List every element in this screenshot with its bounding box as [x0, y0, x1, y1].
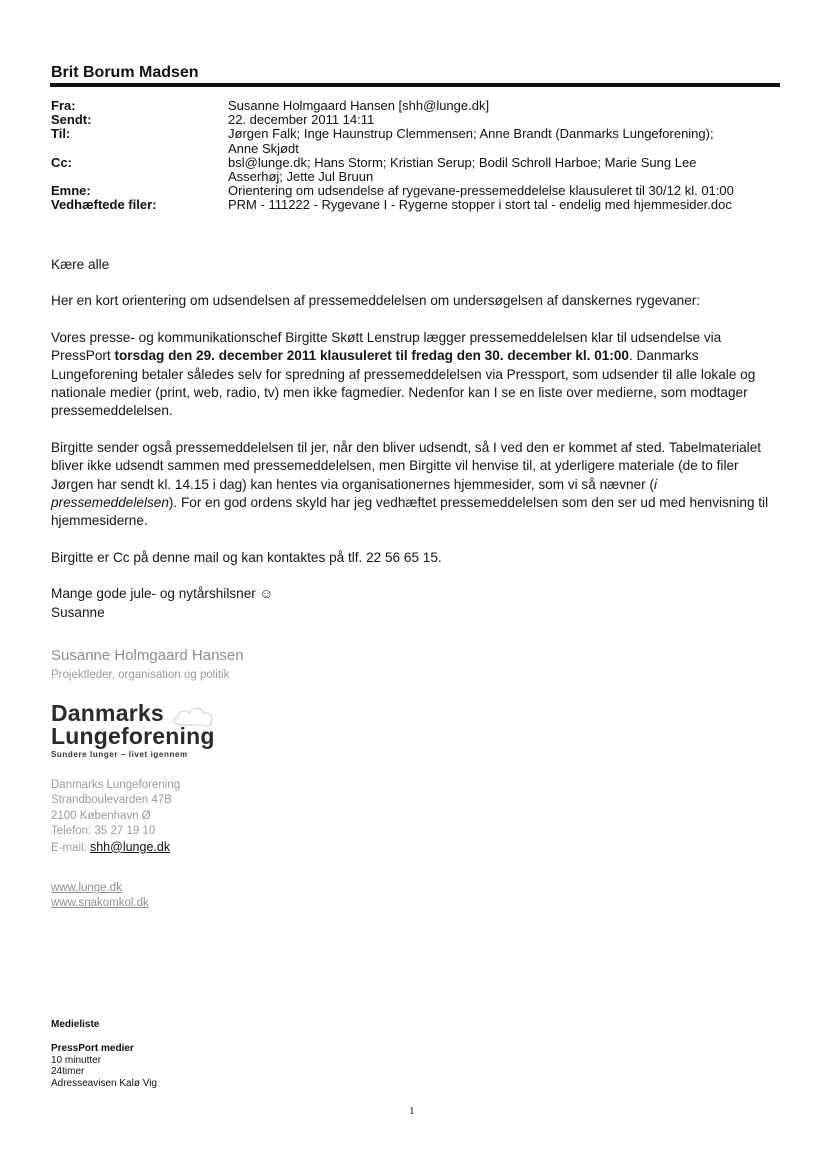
logo-tagline: Sundere lunger – livet igennem — [51, 750, 188, 759]
org-logo — [51, 702, 215, 759]
header-row-sent — [51, 113, 781, 127]
email-body — [51, 256, 781, 622]
header-row-subject — [51, 184, 781, 198]
attachments-label: Vedhæftede filer: — [51, 197, 157, 213]
paragraph-2-text-b: ). For en god ordens skyld har jeg vedhæftet pressemeddelelsen som den ser ud med henvisning til hjemmesiderne. — [51, 495, 769, 529]
from-value: Susanne Holmgaard Hansen [shh@lunge.dk] — [228, 98, 490, 113]
header-row-cc — [51, 156, 781, 184]
email-header — [51, 99, 781, 213]
media-item: 10 minutter — [51, 1054, 102, 1066]
logo-line2: Lungeforening — [51, 723, 215, 749]
closing: Mange gode jule- og nytårshilsner ☺ — [51, 586, 274, 602]
cc-label: Cc: — [51, 154, 72, 170]
paragraph-3: Birgitte er Cc på denne mail og kan kontaktes på tlf. 22 56 65 15. — [51, 549, 442, 565]
to-value-line2: Anne Skjødt — [228, 140, 299, 156]
website-link-snakomkol[interactable]: www.snakomkol.dk — [51, 897, 149, 910]
to-value — [228, 127, 781, 155]
paragraph-1-text-a: Vores presse- og kommunikationschef Birgitte Skøtt Lenstrup lægger pressemeddelelsen klar til udsendelse via PressPort — [51, 329, 722, 364]
paragraph-2-text-a: Birgitte sender også pressemeddelelsen til jer, når den bliver udsendt, så I ved den er kommet af sted. Tabelmaterialet bliver ikke udsendt sammen med pressemeddelelsen, men Birgitte vil henvise til, at yderligere materiale (de to filer Jørgen har sendt kl. 14.15 i dag) kan hentes via organisationernes hjemmesider, som vi så nævner ( — [51, 439, 762, 492]
sent-label: Sendt: — [51, 112, 92, 128]
header-rule — [50, 83, 780, 87]
signoff: Susanne — [51, 604, 105, 620]
subject-label: Emne: — [51, 183, 91, 199]
attachment-file[interactable]: PRM - 111222 - Rygevane I - Rygerne stopper i stort tal - endelig med hjemmesider.doc — [228, 197, 732, 213]
paragraph-1 — [51, 329, 781, 421]
media-list-title: Medieliste — [51, 1019, 100, 1030]
logo-line1: Danmarks — [51, 700, 164, 726]
paragraph-1-bold: torsdag den 29. december 2011 klausuleret til fredag den 30. december kl. 01:00 — [114, 348, 629, 364]
paragraph-2-italic: i pressemeddelelsen — [51, 476, 657, 511]
from-label: Fra: — [51, 98, 76, 113]
cc-value — [228, 156, 781, 184]
page-number: 1 — [409, 1105, 415, 1117]
website-link-lunge[interactable]: www.lunge.dk — [51, 882, 122, 894]
greeting: Kære alle — [51, 257, 110, 272]
paragraph-2 — [51, 439, 781, 531]
lung-cloud-icon — [171, 704, 217, 730]
header-row-from — [51, 99, 781, 113]
paragraph-1-text-b: . Danmarks Lungeforening betaler således selv for spredning af pressemeddelelsen via Pressport, som udsender til alle lokale og nationale medier (print, web, radio, tv) men ikke fagmedier. Nedenfor kan I se en liste over medierne, som modtager pressemeddelelsen. — [51, 348, 756, 419]
email-label: E-mail: — [51, 841, 90, 854]
contact-email-row — [51, 840, 180, 856]
media-item: 24timer — [51, 1066, 85, 1078]
mailbox-owner-name: Brit Borum Madsen — [51, 64, 199, 81]
media-list-subtitle: PressPort medier — [51, 1042, 134, 1054]
website-links — [51, 881, 149, 912]
contact-phone: Telefon: 35 27 19 10 — [51, 825, 156, 838]
signature-name: Susanne Holmgaard Hansen — [51, 647, 244, 664]
contact-street: Strandboulevarden 47B — [51, 794, 172, 807]
to-value-line1: Jørgen Falk; Inge Haunstrup Clemmensen; Anne Brandt (Danmarks Lungeforening); — [228, 126, 714, 142]
media-list — [51, 1019, 157, 1090]
signature-title: Projektleder, organisation og politik — [51, 669, 230, 681]
closing-wrap — [51, 585, 781, 622]
intro-paragraph: Her en kort orientering om udsendelsen af pressemeddelelsen om undersøgelsen af danskernes rygevaner: — [51, 293, 701, 309]
contact-city: 2100 København Ø — [51, 809, 151, 822]
media-item: Adresseavisen Kalø Vig — [51, 1078, 157, 1090]
email-link[interactable]: shh@lunge.dk — [89, 839, 171, 854]
to-label: Til: — [51, 126, 71, 142]
cc-value-line2: Asserhøj; Jette Jul Bruun — [228, 169, 374, 185]
header-row-to — [51, 127, 781, 155]
cc-value-line1: bsl@lunge.dk; Hans Storm; Kristian Serup; Bodil Schroll Harboe; Marie Sung Lee — [228, 154, 697, 170]
contact-org: Danmarks Lungeforening — [51, 779, 181, 791]
sent-value: 22. december 2011 14:11 — [228, 112, 375, 128]
contact-block — [51, 778, 180, 856]
header-row-attachments — [51, 198, 781, 212]
subject-value: Orientering om udsendelse af rygevane-pressemeddelelse klausuleret til 30/12 kl. 01:00 — [228, 183, 734, 199]
